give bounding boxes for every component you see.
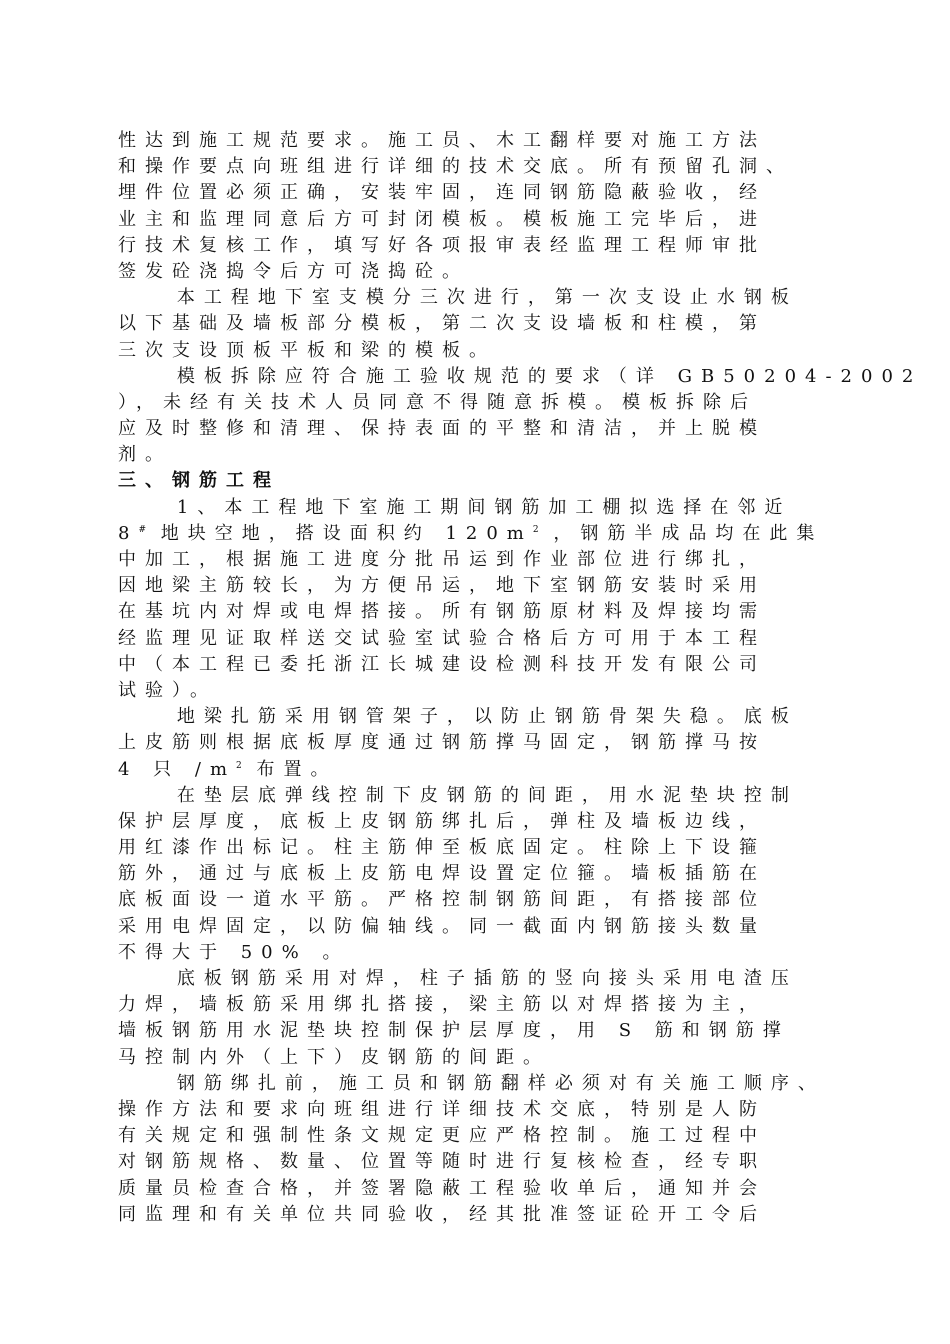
text-line: 底板面设一道水平筋。严格控制钢筋间距，有搭接部位 xyxy=(118,889,766,911)
superscript: 2 xyxy=(236,760,242,771)
text-fragment: 布置。 xyxy=(241,758,338,780)
text-line: 模板拆除应符合施工验收规范的要求（详 GB50204-2002 xyxy=(118,365,923,387)
text-line: 操作方法和要求向班组进行详细技术交底，特别是人防 xyxy=(118,1098,766,1120)
text-line: 剂。 xyxy=(118,444,172,466)
section-heading: 三、钢筋工程 xyxy=(118,470,280,492)
text-line xyxy=(118,521,858,547)
text-line: 以下基础及墙板部分模板，第二次支设墙板和柱模，第 xyxy=(118,313,766,335)
text-line: 行技术复核工作，填写好各项报审表经监理工程师审批 xyxy=(118,234,766,256)
text-line: 三次支设顶板平板和梁的模板。 xyxy=(118,339,496,361)
text-line: 因地梁主筋较长，为方便吊运，地下室钢筋安装时采用 xyxy=(118,575,766,597)
text-line: 和操作要点向班组进行详细的技术交底。所有预留孔洞、 xyxy=(118,156,793,178)
superscript: # xyxy=(138,524,146,535)
text-line xyxy=(118,757,858,783)
text-line: 钢筋绑扎前，施工员和钢筋翻样必须对有关施工顺序、 xyxy=(118,1072,825,1094)
text-line: 在基坑内对焊或电焊搭接。所有钢筋原材料及焊接均需 xyxy=(118,601,766,623)
text-line: 采用电焊固定，以防偏轴线。同一截面内钢筋接头数量 xyxy=(118,915,766,937)
text-line: 上皮筋则根据底板厚度通过钢筋撑马固定，钢筋撑马按 xyxy=(118,732,766,754)
text-fragment: 4 只 /m xyxy=(118,758,237,780)
text-line: 性达到施工规范要求。施工员、木工翻样要对施工方法 xyxy=(118,130,766,151)
text-line: 中（本工程已委托浙江长城建设检测科技开发有限公司 xyxy=(118,653,766,675)
text-line: 经监理见证取样送交试验室试验合格后方可用于本工程 xyxy=(118,627,766,649)
text-line: 对钢筋规格、数量、位置等随时进行复核检查，经专职 xyxy=(118,1151,766,1173)
text-line: 中加工，根据施工进度分批吊运到作业部位进行绑扎， xyxy=(118,549,766,570)
text-line: 保护层厚度，底板上皮钢筋绑扎后，弹柱及墙板边线， xyxy=(118,810,766,832)
text-line: 埋件位置必须正确，安装牢固，连同钢筋隐蔽验收，经 xyxy=(118,182,766,204)
text-line: 应及时整修和清理、保持表面的平整和清洁，并上脱模 xyxy=(118,418,766,440)
text-line: ），未经有关技术人员同意不得随意拆模。模板拆除后 xyxy=(118,391,757,413)
text-line: 有关规定和强制性条文规定更应严格控制。施工过程中 xyxy=(118,1125,766,1147)
text-line: 业主和监理同意后方可封闭模板。模板施工完毕后，进 xyxy=(118,208,766,230)
text-line: 试验）。 xyxy=(118,679,217,701)
text-line: 同监理和有关单位共同验收，经其批准签证砼开工令后 xyxy=(118,1203,766,1225)
document-body xyxy=(118,128,923,1228)
text-line: 地梁扎筋采用钢管架子，以防止钢筋骨架失稳。底板 xyxy=(118,706,798,728)
text-line: 力焊，墙板筋采用绑扎搭接，梁主筋以对焊搭接为主， xyxy=(118,994,766,1016)
superscript: 2 xyxy=(532,524,539,535)
text-fragment: 地块空地，搭设面积约 120m xyxy=(146,522,533,544)
text-fragment: ，钢筋半成品均在此集 xyxy=(538,522,824,544)
text-line: 本工程地下室支模分三次进行，第一次支设止水钢板 xyxy=(118,287,798,309)
text-line: 1、本工程地下室施工期间钢筋加工棚拟选择在邻近 xyxy=(118,496,792,518)
text-line: 墙板钢筋用水泥垫块控制保护层厚度，用 S 筋和钢筋撑 xyxy=(118,1020,790,1042)
text-line: 筋外，通过与底板上皮筋电焊设置定位箍。墙板插筋在 xyxy=(118,863,766,885)
text-line: 不得大于 50% 。 xyxy=(118,941,350,963)
text-line: 底板钢筋采用对焊，柱子插筋的竖向接头采用电渣压 xyxy=(118,968,798,989)
text-line: 在垫层底弹线控制下皮钢筋的间距，用水泥垫块控制 xyxy=(118,784,798,806)
text-fragment: 8 xyxy=(118,522,139,544)
text-line: 用红漆作出标记。柱主筋伸至板底固定。柱除上下设箍 xyxy=(118,837,766,859)
text-line: 质量员检查合格，并签署隐蔽工程验收单后，通知并会 xyxy=(118,1177,766,1199)
text-line: 签发砼浇捣令后方可浇捣砼。 xyxy=(118,260,469,282)
text-line: 马控制内外（上下）皮钢筋的间距。 xyxy=(118,1046,550,1068)
